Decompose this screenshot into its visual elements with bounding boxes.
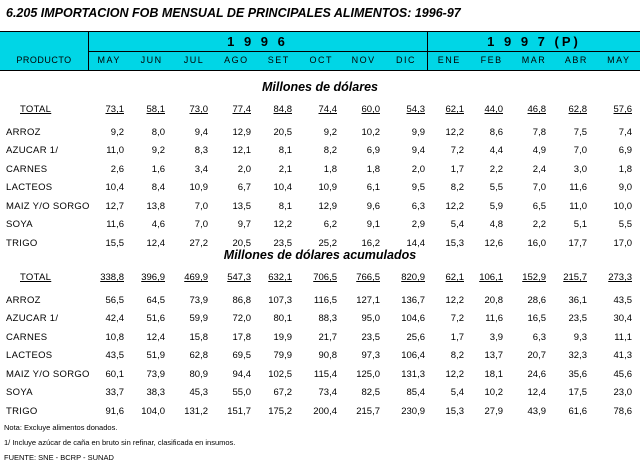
table-cell: 6,3	[532, 331, 546, 343]
table-cell: 338,8	[100, 272, 124, 283]
table-cell: 60,0	[361, 104, 380, 115]
table-cell: 5,5	[618, 219, 632, 230]
table-cell: 125,0	[356, 368, 380, 380]
table-cell: 10,8	[105, 331, 124, 343]
table-cell: 55,0	[232, 387, 251, 398]
table-cell: 78,6	[613, 405, 632, 417]
table-cell: 27,9	[484, 405, 503, 417]
table-cell: 12,2	[445, 294, 464, 306]
table-cell: 91,6	[105, 405, 124, 417]
table-cell: 25,6	[406, 331, 425, 343]
table-cell: 17,8	[232, 331, 251, 343]
table-cell: 20,5	[273, 126, 292, 138]
table-cell: 7,8	[532, 126, 546, 138]
section-title-monthly: Millones de dólares	[261, 80, 378, 94]
table-cell: 4,8	[489, 219, 503, 230]
table-cell: 8,2	[323, 145, 337, 156]
table-cell: 6,9	[366, 145, 380, 156]
month-column-header: OCT	[309, 55, 333, 65]
table-cell: 1,8	[618, 163, 632, 175]
table-cell: 6,1	[366, 182, 380, 193]
table-cell: 8,6	[489, 126, 503, 138]
table-cell: 131,3	[401, 368, 425, 380]
table-cell: 60,1	[105, 368, 124, 380]
table-cell: 23,5	[273, 237, 292, 249]
table-cell: 104,0	[141, 405, 165, 417]
table-cell: 7,4	[618, 126, 632, 138]
row-label: ARROZ	[6, 294, 41, 306]
table-cell: 73,1	[105, 104, 124, 115]
table-cell: 2,6	[110, 163, 124, 175]
table-cell: 106,1	[479, 272, 503, 283]
row-label: CARNES	[6, 163, 48, 175]
table-cell: 12,7	[105, 200, 124, 212]
table-cell: 396,9	[141, 272, 165, 283]
table-cell: 8,2	[450, 182, 464, 193]
source-text: FUENTE: SNE - BCRP - SUNAD	[4, 453, 114, 462]
table-cell: 56,5	[105, 294, 124, 306]
row-label: TRIGO	[6, 405, 38, 417]
table-cell: 11,0	[106, 145, 124, 156]
table-cell: 73,0	[189, 104, 208, 115]
table-cell: 1,8	[323, 163, 337, 175]
table-cell: 820,9	[401, 272, 425, 283]
table-cell: 136,7	[401, 294, 425, 306]
table-cell: 42,4	[105, 313, 124, 324]
table-cell: 4,6	[151, 219, 165, 230]
table-cell: 9,1	[366, 219, 380, 230]
table-cell: 6,7	[237, 182, 251, 193]
table-cell: 7,2	[450, 145, 464, 156]
month-column-header: MAY	[607, 55, 631, 65]
table-cell: 152,9	[522, 272, 546, 283]
table-cell: 62,8	[189, 350, 208, 361]
table-cell: 6,3	[411, 200, 425, 212]
table-cell: 7,2	[450, 313, 464, 324]
table-cell: 45,6	[613, 368, 632, 380]
table-cell: 5,4	[450, 387, 464, 398]
table-cell: 79,9	[273, 350, 292, 361]
table-cell: 43,5	[105, 350, 124, 361]
table-cell: 9,3	[573, 331, 587, 343]
row-label: AZUCAR 1/	[6, 313, 59, 324]
table-cell: 4,9	[532, 145, 546, 156]
table-cell: 107,3	[268, 294, 292, 306]
table-cell: 74,4	[318, 104, 337, 115]
table-cell: 8,4	[151, 182, 165, 193]
table-cell: 131,2	[184, 405, 208, 417]
table-cell: 45,3	[189, 387, 208, 398]
table-cell: 64,5	[146, 294, 165, 306]
table-cell: 6,9	[618, 145, 632, 156]
table-cell: 1,6	[151, 163, 165, 175]
table-cell: 9,2	[323, 126, 337, 138]
table-cell: 73,9	[146, 368, 165, 380]
table-cell: 547,3	[227, 272, 251, 283]
month-column-header: AGO	[224, 55, 249, 65]
table-row	[0, 369, 640, 385]
table-cell: 11,0	[569, 200, 587, 212]
table-cell: 69,5	[232, 350, 251, 361]
table-cell: 35,6	[568, 368, 587, 380]
table-cell: 73,9	[189, 294, 208, 306]
table-cell: 17,5	[568, 387, 587, 398]
table-cell: 21,7	[318, 331, 337, 343]
table-cell: 10,2	[361, 126, 380, 138]
table-row	[0, 387, 640, 403]
table-cell: 19,9	[273, 331, 292, 343]
table-cell: 12,9	[232, 126, 251, 138]
table-cell: 5,4	[450, 219, 464, 230]
note-text: Nota: Excluye alimentos donados.	[4, 423, 118, 432]
table-cell: 3,0	[573, 163, 587, 175]
table-cell: 2,2	[489, 163, 503, 175]
table-cell: 2,2	[532, 219, 546, 230]
year-1996-header: 1 9 9 6	[227, 34, 288, 49]
table-cell: 215,7	[356, 405, 380, 417]
row-label: AZUCAR 1/	[6, 145, 59, 156]
table-cell: 2,4	[532, 163, 546, 175]
table-cell: 115,4	[313, 368, 337, 380]
table-cell: 175,2	[268, 405, 292, 417]
table-cell: 62,1	[445, 272, 464, 283]
table-cell: 1,7	[450, 331, 464, 343]
row-label: SOYA	[6, 387, 33, 398]
table-cell: 116,5	[313, 294, 337, 306]
row-label: MAIZ Y/O SORGO	[6, 368, 90, 380]
table-cell: 13,5	[232, 200, 251, 212]
table-cell: 9,2	[151, 145, 165, 156]
table-cell: 9,5	[411, 182, 425, 193]
table-cell: 11,6	[485, 313, 503, 324]
table-cell: 2,9	[411, 219, 425, 230]
table-cell: 9,4	[194, 126, 208, 138]
table-cell: 15,3	[445, 237, 464, 249]
table-cell: 77,4	[232, 104, 251, 115]
table-cell: 1,8	[366, 163, 380, 175]
table-cell: 13,8	[146, 200, 165, 212]
table-cell: 58,1	[146, 104, 165, 115]
table-cell: 18,1	[484, 368, 503, 380]
table-cell: 33,7	[105, 387, 124, 398]
row-label: TRIGO	[6, 237, 38, 249]
month-column-header: MAR	[521, 55, 547, 65]
table-cell: 67,2	[273, 387, 292, 398]
table-cell: 30,4	[613, 313, 632, 324]
table-cell: 104,6	[401, 313, 425, 324]
table-row	[0, 182, 640, 198]
table-cell: 4,4	[489, 145, 503, 156]
table-row	[0, 313, 640, 329]
table-cell: 10,9	[189, 182, 208, 193]
table-cell: 12,1	[232, 145, 251, 156]
table-cell: 51,6	[146, 313, 165, 324]
table-cell: 24,6	[527, 368, 546, 380]
table-cell: 766,5	[356, 272, 380, 283]
table-row	[0, 127, 640, 143]
table-cell: 38,3	[146, 387, 165, 398]
month-column-header: FEB	[480, 55, 503, 65]
table-cell: 273,3	[608, 272, 632, 283]
table-cell: 200,4	[313, 405, 337, 417]
table-cell: 17,0	[613, 237, 632, 249]
table-cell: 15,8	[189, 331, 208, 343]
table-cell: 17,7	[568, 237, 587, 249]
table-row	[0, 201, 640, 217]
table-cell: 94,4	[232, 368, 251, 380]
table-cell: 102,5	[268, 368, 292, 380]
table-cell: 3,9	[489, 331, 503, 343]
table-cell: 16,5	[527, 313, 546, 324]
table-cell: 8,1	[278, 200, 292, 212]
table-cell: 8,0	[151, 126, 165, 138]
table-row	[0, 164, 640, 180]
table-cell: 215,7	[563, 272, 587, 283]
table-cell: 72,0	[232, 313, 251, 324]
product-column-header: PRODUCTO	[16, 55, 72, 65]
table-cell: 9,0	[618, 182, 632, 193]
month-column-header: SET	[267, 55, 290, 65]
table-cell: 12,2	[445, 200, 464, 212]
table-cell: 62,8	[568, 104, 587, 115]
table-cell: 11,6	[569, 182, 587, 193]
table-cell: 10,0	[613, 200, 632, 212]
table-cell: 43,9	[527, 405, 546, 417]
month-column-header: JUL	[183, 55, 205, 65]
table-cell: 106,4	[401, 350, 425, 361]
total-row	[0, 272, 640, 288]
table-cell: 7,0	[573, 145, 587, 156]
table-cell: 6,5	[532, 200, 546, 212]
table-cell: 12,2	[273, 219, 292, 230]
table-cell: 14,4	[406, 237, 425, 249]
table-cell: 11,6	[106, 219, 124, 230]
footnote-text: 1/ Incluye azúcar de caña en bruto sin refinar, clasificada en insumos.	[4, 438, 236, 447]
table-cell: 2,1	[278, 163, 292, 175]
table-cell: 7,0	[532, 182, 546, 193]
table-cell: 20,5	[232, 237, 251, 249]
row-label: CARNES	[6, 331, 48, 343]
table-cell: 7,5	[573, 126, 587, 138]
table-cell: 54,3	[406, 104, 425, 115]
table-cell: 20,7	[527, 350, 546, 361]
table-cell: 41,3	[613, 350, 632, 361]
table-cell: 8,1	[278, 145, 292, 156]
table-cell: 10,2	[484, 387, 503, 398]
table-cell: 12,2	[445, 368, 464, 380]
table-cell: 7,0	[194, 200, 208, 212]
table-cell: 84,8	[273, 104, 292, 115]
table-cell: 23,0	[613, 387, 632, 398]
table-cell: 9,7	[237, 219, 251, 230]
table-cell: 27,2	[189, 237, 208, 249]
table-cell: 1,7	[450, 163, 464, 175]
month-column-header: DIC	[395, 55, 416, 65]
row-label: LACTEOS	[6, 350, 53, 361]
table-cell: 2,0	[237, 163, 251, 175]
table-cell: 85,4	[406, 387, 425, 398]
table-cell: 88,3	[318, 313, 337, 324]
table-cell: 230,9	[401, 405, 425, 417]
table-cell: 61,6	[568, 405, 587, 417]
table-row	[0, 406, 640, 422]
table-cell: 57,6	[613, 104, 632, 115]
table-cell: 8,3	[194, 145, 208, 156]
table-cell: 10,9	[318, 182, 337, 193]
table-cell: 73,4	[318, 387, 337, 398]
table-cell: 127,1	[356, 294, 380, 306]
table-row	[0, 332, 640, 348]
table-cell: 5,5	[489, 182, 503, 193]
table-cell: 9,2	[110, 126, 124, 138]
month-column-header: MAY	[97, 55, 121, 65]
page-title: 6.205 IMPORTACION FOB MENSUAL DE PRINCIPALES ALIMENTOS: 1996-97	[6, 6, 461, 20]
table-cell: 15,5	[105, 237, 124, 249]
row-label: TOTAL	[20, 272, 52, 283]
table-cell: 51,9	[146, 350, 165, 361]
table-cell: 80,9	[189, 368, 208, 380]
table-cell: 15,3	[445, 405, 464, 417]
table-cell: 23,5	[568, 313, 587, 324]
table-cell: 12,9	[318, 200, 337, 212]
table-cell: 12,6	[484, 237, 503, 249]
table-cell: 2,0	[411, 163, 425, 175]
total-row	[0, 104, 640, 120]
header-divider	[88, 51, 640, 52]
table-cell: 10,4	[105, 182, 124, 193]
table-row	[0, 145, 640, 161]
table-cell: 5,9	[489, 200, 503, 212]
row-label: LACTEOS	[6, 182, 53, 193]
table-cell: 80,1	[273, 313, 292, 324]
table-cell: 151,7	[227, 405, 251, 417]
table-cell: 32,3	[568, 350, 587, 361]
table-cell: 11,1	[614, 331, 632, 343]
month-column-header: ENE	[437, 55, 461, 65]
table-cell: 10,4	[273, 182, 292, 193]
table-row	[0, 219, 640, 235]
table-cell: 82,5	[361, 387, 380, 398]
table-cell: 97,3	[361, 350, 380, 361]
table-cell: 43,5	[613, 294, 632, 306]
table-cell: 95,0	[361, 313, 380, 324]
table-cell: 13,7	[484, 350, 503, 361]
table-cell: 90,8	[318, 350, 337, 361]
table-row	[0, 295, 640, 311]
table-cell: 46,8	[527, 104, 546, 115]
table-cell: 23,5	[361, 331, 380, 343]
table-cell: 6,2	[323, 219, 337, 230]
table-cell: 28,6	[527, 294, 546, 306]
table-row	[0, 350, 640, 366]
month-column-header: NOV	[351, 55, 376, 65]
table-cell: 59,9	[189, 313, 208, 324]
table-cell: 7,0	[194, 219, 208, 230]
table-cell: 86,8	[232, 294, 251, 306]
table-cell: 5,1	[573, 219, 587, 230]
table-cell: 16,2	[361, 237, 380, 249]
table-cell: 8,2	[450, 350, 464, 361]
table-cell: 12,2	[445, 126, 464, 138]
table-cell: 44,0	[484, 104, 503, 115]
table-cell: 706,5	[313, 272, 337, 283]
section-title-cumulative: Millones de dólares acumulados	[223, 248, 417, 262]
table-cell: 632,1	[268, 272, 292, 283]
table-cell: 3,4	[194, 163, 208, 175]
table-cell: 469,9	[184, 272, 208, 283]
year-1997-header: 1 9 9 7 (P)	[487, 34, 581, 49]
table-cell: 20,8	[484, 294, 503, 306]
table-cell: 62,1	[445, 104, 464, 115]
row-label: TOTAL	[20, 104, 52, 115]
table-cell: 36,1	[568, 294, 587, 306]
table-cell: 9,4	[411, 145, 425, 156]
table-cell: 25,2	[318, 237, 337, 249]
row-label: MAIZ Y/O SORGO	[6, 200, 90, 212]
row-label: SOYA	[6, 219, 33, 230]
month-column-header: JUN	[140, 55, 163, 65]
table-cell: 9,6	[366, 200, 380, 212]
month-column-header: ABR	[564, 55, 588, 65]
table-cell: 12,4	[527, 387, 546, 398]
table-cell: 9,9	[411, 126, 425, 138]
table-cell: 16,0	[527, 237, 546, 249]
table-header	[0, 31, 640, 71]
table-cell: 12,4	[146, 237, 165, 249]
row-label: ARROZ	[6, 126, 41, 138]
table-cell: 12,4	[146, 331, 165, 343]
